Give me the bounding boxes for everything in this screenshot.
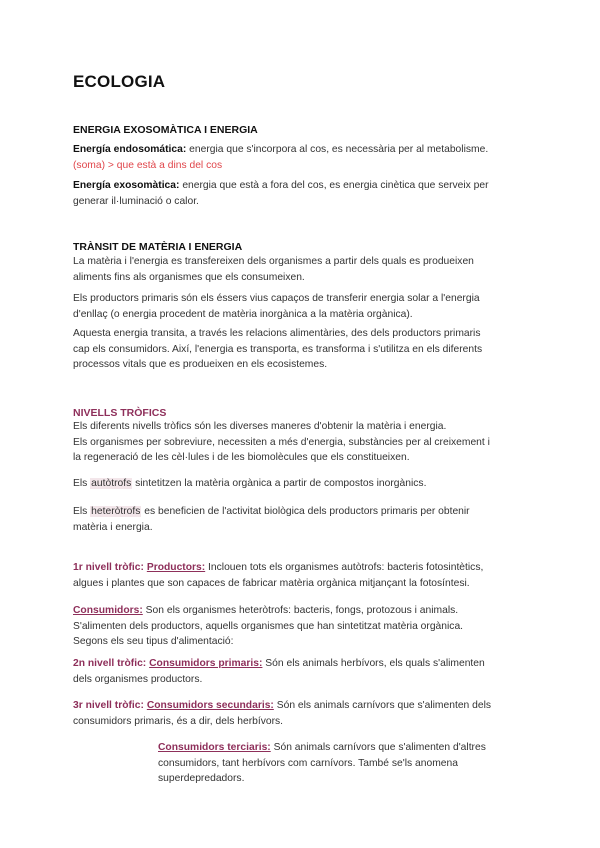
text-exosomatica-l1: energia que està a fora del cos, es energia cinètica que serveix per: [179, 180, 489, 191]
paragraph-transit-1: [73, 254, 528, 285]
term-exosomatica: Energía exosomàtica:: [73, 180, 180, 191]
text-line: la regeneració de les cèl·lules i de les biomolècules que els constitueixen.: [73, 452, 410, 463]
text-line: Aquesta energia transita, a través les relacions alimentàries, des dels productors primaris: [73, 328, 481, 339]
text-exosomatica-l2: generar il·luminació o calor.: [73, 195, 199, 207]
paragraph-consumidors-primaris: [73, 656, 528, 687]
text-terciaris-l1: Són animals carnívors que s'alimenten d'altres: [270, 742, 486, 753]
label-nivell-1: 1r nivell tròfic:: [73, 562, 144, 573]
text-line: matèria i energia.: [73, 521, 153, 533]
paragraph-productors: [73, 560, 528, 591]
term-endosomatica: Energía endosomática:: [73, 144, 187, 155]
term-consumidors-primaris: Consumidors primaris:: [149, 658, 263, 669]
section-heading-energia: ENERGIA EXOSOMÀTICA I ENERGIA: [73, 124, 258, 136]
highlight-autotrofs: autòtrofs: [91, 478, 132, 489]
paragraph-heterotrofs: [73, 504, 528, 535]
text-consumidors-l2: S'alimenten dels productors, aquells organismes que han sintetitzat matèria orgànica.: [73, 620, 464, 632]
text-line: Els diferents nivells tròfics són les diverses maneres d'obtenir la matèria i energia.: [73, 421, 447, 432]
text-line: Els productors primaris són els éssers vius capaços de transferir energia solar a l'energia: [73, 293, 480, 304]
text-consumidors-l3: Segons els seu tipus d'alimentació:: [73, 636, 234, 647]
note-soma: (soma) > que està a dins del cos: [73, 159, 223, 171]
text-line: processos vitals que es produeixen en els ecosistemes.: [73, 359, 328, 370]
paragraph-exosomatica: [73, 178, 528, 209]
text-terciaris-l3: superdepredadors.: [158, 773, 245, 784]
term-consumidors: Consumidors:: [73, 605, 143, 616]
text-consumidors-l1: Son els organismes heteròtrofs: bacteris, fongs, protozous i animals.: [142, 605, 459, 616]
page-title: ECOLOGIA: [73, 72, 166, 91]
label-nivell-3: 3r nivell tròfic:: [73, 700, 144, 711]
label-nivell-2: 2n nivell tròfic:: [73, 658, 147, 669]
text-line: d'enllaç (o energia procedent de matèria inorgànica a la matèria orgànica).: [73, 308, 413, 320]
text-productors-l2: algues i plantes que son capaces de fabricar matèria orgànica mitjançant la fotosíntesi.: [73, 577, 470, 589]
text-heterotrofs-pre: Els: [73, 506, 91, 517]
text-line: La matèria i l'energia es transfereixen dels organismes a partir dels quals es produeixen: [73, 256, 474, 267]
text-line: cap els consumidors. Així, l'energia es transporta, es transforma i s'utilitza en els diferents: [73, 343, 483, 355]
term-consumidors-secundaris: Consumidors secundaris:: [146, 700, 274, 711]
text-terciaris-l2: consumidors, tant herbívors com carnívors. També se'ls anomena: [158, 757, 458, 769]
term-consumidors-terciaris: Consumidors terciaris:: [158, 742, 271, 753]
paragraph-transit-2: [73, 291, 528, 322]
text-secundaris-l1: Són els animals carnívors que s'alimenten dels: [273, 700, 492, 711]
term-productors: Productors:: [146, 562, 206, 573]
section-heading-transit: TRÀNSIT DE MATÈRIA I ENERGIA: [73, 241, 243, 253]
paragraph-autotrofs: [73, 476, 528, 492]
text-secundaris-l2: consumidors primaris, és a dir, dels herbívors.: [73, 715, 284, 727]
text-primaris-l2: dels organismes productors.: [73, 673, 203, 685]
paragraph-consumidors-secundaris: [73, 698, 528, 729]
section-heading-nivells: NIVELLS TRÒFICS: [73, 407, 167, 419]
paragraph-nivells-intro: [73, 419, 528, 466]
text-line: aliments fins als organismes que els consumeixen.: [73, 271, 305, 283]
text-productors-l1: Inclouen tots els organismes autòtrofs: bacteris fotosintètics,: [205, 562, 484, 573]
text-primaris-l1: Són els animals herbívors, els quals s'alimenten: [262, 658, 485, 669]
paragraph-consumidors: [73, 603, 528, 650]
paragraph-consumidors-terciaris: [158, 740, 528, 787]
paragraph-transit-3: [73, 326, 528, 373]
text-autotrofs-post: sintetitzen la matèria orgànica a partir de compostos inorgànics.: [132, 478, 427, 489]
text-autotrofs-pre: Els: [73, 478, 91, 489]
text-heterotrofs-post: es beneficien de l'activitat biològica dels productors primaris per obtenir: [141, 506, 470, 517]
text-endosomatica: energia que s'incorpora al cos, es necessària per al metabolisme.: [186, 144, 489, 155]
paragraph-endosomatica: [73, 142, 528, 173]
text-line: Els organismes per sobreviure, necessiten a més d'energia, substàncies per al creixement i: [73, 436, 490, 448]
highlight-heterotrofs: heteròtrofs: [91, 506, 141, 517]
